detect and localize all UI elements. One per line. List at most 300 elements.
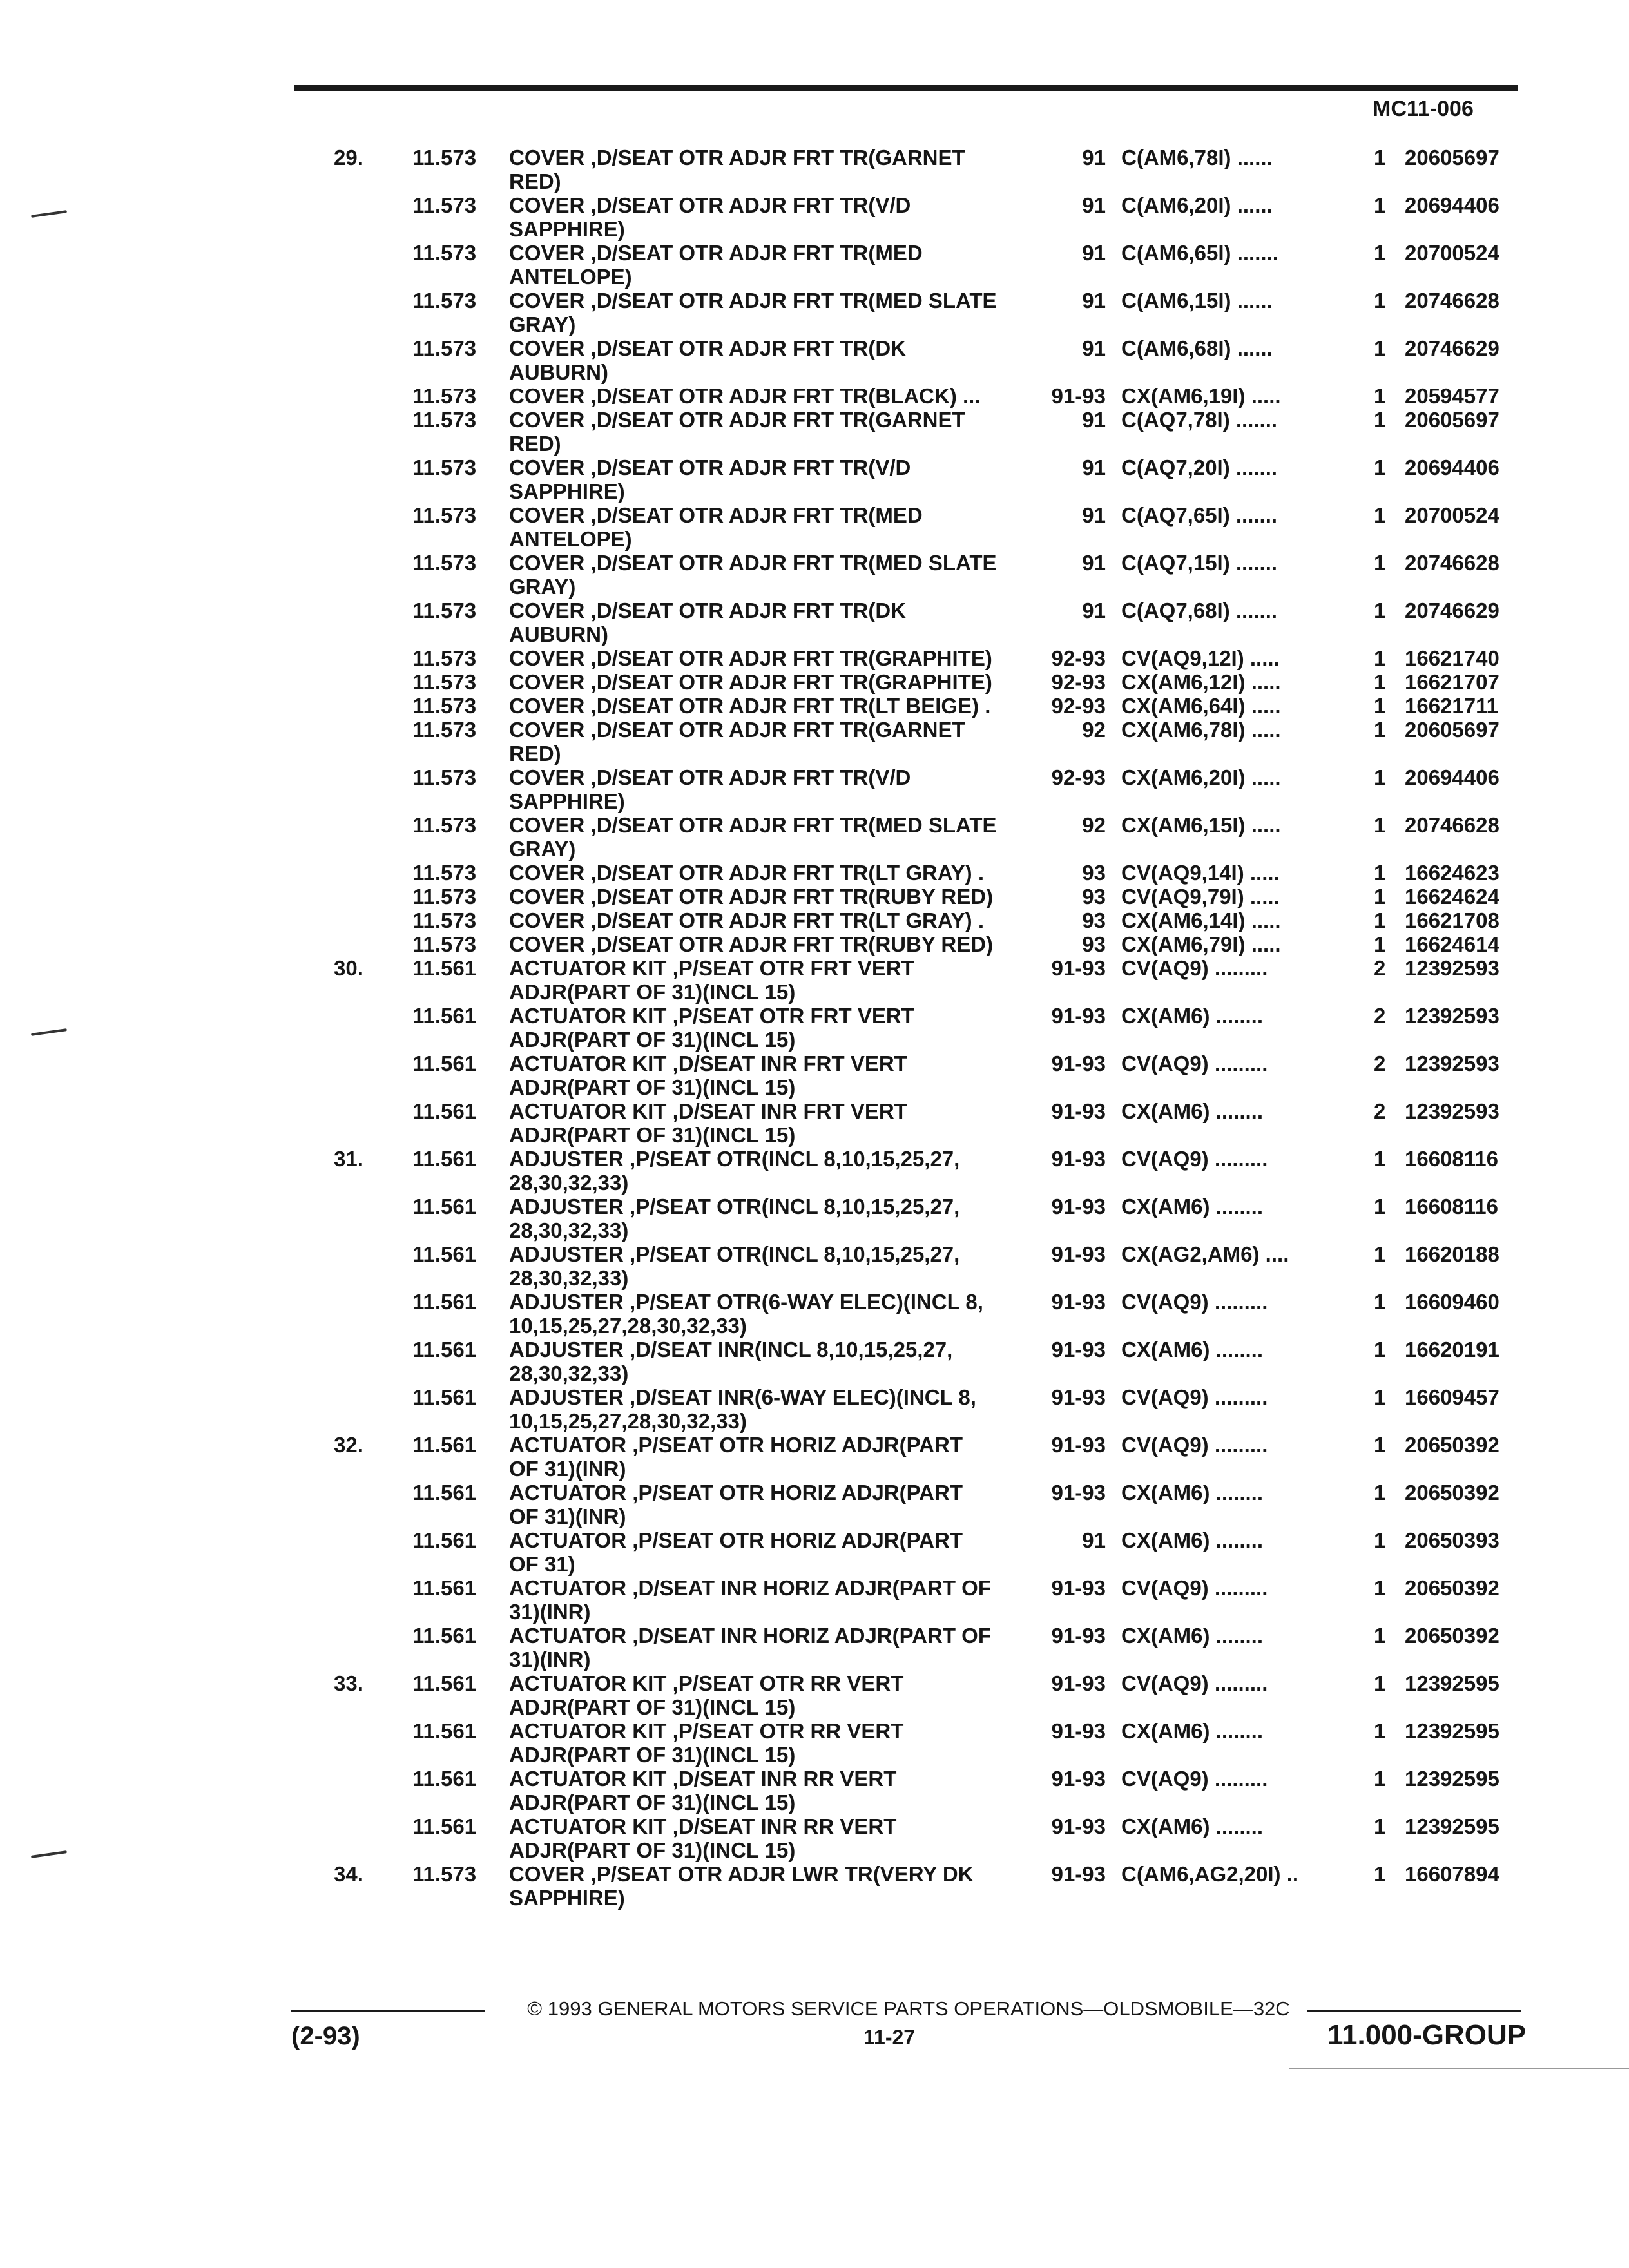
part-description xyxy=(509,1052,1037,1099)
quantity: 1 xyxy=(1374,1147,1386,1171)
part-detail: ,D/SEAT OTR ADJR FRT TR(MED SLATE xyxy=(584,551,997,575)
part-number: 16620191 xyxy=(1405,1338,1499,1361)
quantity: 1 xyxy=(1374,1862,1386,1886)
part-description xyxy=(509,1767,1037,1814)
part-description xyxy=(509,718,1037,765)
model-years: 91-93 xyxy=(1051,1671,1106,1695)
part-name: ACTUATOR xyxy=(509,1624,627,1648)
quantity: 1 xyxy=(1374,146,1386,169)
part-detail-continued: ADJR(PART OF 31)(INCL 15) xyxy=(509,1743,796,1767)
part-row xyxy=(0,289,1629,336)
part-number: 16620188 xyxy=(1405,1242,1499,1266)
option-code: CX(AM6,64I) ..... xyxy=(1121,694,1281,718)
part-number: 16609460 xyxy=(1405,1290,1499,1314)
model-years: 91-93 xyxy=(1051,1242,1106,1266)
option-code: CX(AM6) ........ xyxy=(1121,1624,1264,1648)
part-row xyxy=(0,813,1629,861)
group-number: 11.573 xyxy=(412,908,477,932)
part-detail-continued: SAPPHIRE) xyxy=(509,1886,625,1910)
option-code: CX(AM6,15I) ..... xyxy=(1121,813,1281,837)
part-detail: ,D/SEAT OTR ADJR FRT TR(GRAPHITE) xyxy=(584,670,992,694)
part-detail: ,D/SEAT OTR ADJR FRT TR(V/D xyxy=(584,193,911,217)
group-number: 11.573 xyxy=(412,384,477,408)
model-years: 92-93 xyxy=(1051,670,1106,694)
quantity: 2 xyxy=(1374,1004,1386,1028)
part-description xyxy=(509,694,1037,718)
option-code: C(AQ7,15I) ....... xyxy=(1121,551,1278,575)
part-row xyxy=(0,503,1629,551)
part-description xyxy=(509,956,1037,1004)
model-years: 91 xyxy=(1082,241,1106,265)
part-detail-continued: AUBURN) xyxy=(509,622,608,646)
option-code: C(AQ7,78I) ....... xyxy=(1121,408,1278,432)
part-detail: ,D/SEAT OTR ADJR FRT TR(MED xyxy=(584,241,923,265)
part-detail-continued: OF 31)(INR) xyxy=(509,1457,626,1481)
part-detail-continued: GRAY) xyxy=(509,575,576,599)
option-code: CV(AQ9,12I) ..... xyxy=(1121,646,1280,670)
part-name: COVER xyxy=(509,694,585,718)
part-number: 20694406 xyxy=(1405,193,1499,217)
part-row xyxy=(0,1099,1629,1147)
part-description xyxy=(509,1814,1037,1862)
part-detail: ,D/SEAT OTR ADJR FRT TR(GARNET xyxy=(584,146,965,169)
part-number: 12392593 xyxy=(1405,1004,1499,1028)
model-years: 91-93 xyxy=(1051,384,1106,408)
part-name: ADJUSTER xyxy=(509,1195,624,1218)
part-name: COVER xyxy=(509,908,585,932)
part-detail: ,D/SEAT OTR ADJR FRT TR(GARNET xyxy=(584,408,965,432)
quantity: 1 xyxy=(1374,670,1386,694)
part-number: 20694406 xyxy=(1405,456,1499,479)
model-years: 91-93 xyxy=(1051,1481,1106,1504)
part-row xyxy=(0,1862,1629,1910)
group-number: 11.561 xyxy=(412,1433,477,1457)
part-description xyxy=(509,1576,1037,1624)
option-code: CX(AM6,14I) ..... xyxy=(1121,908,1281,932)
part-number: 20650392 xyxy=(1405,1481,1499,1504)
part-row xyxy=(0,551,1629,599)
part-name: COVER xyxy=(509,146,585,169)
part-detail: ,D/SEAT INR HORIZ ADJR(PART OF xyxy=(626,1624,991,1648)
option-code: C(AM6,68I) ...... xyxy=(1121,336,1273,360)
group-number: 11.573 xyxy=(412,146,477,169)
part-name: ACTUATOR KIT xyxy=(509,1814,667,1838)
part-detail-continued: ANTELOPE) xyxy=(509,527,632,551)
part-row xyxy=(0,956,1629,1004)
part-row xyxy=(0,408,1629,456)
part-row xyxy=(0,861,1629,885)
model-years: 91 xyxy=(1082,456,1106,479)
option-code: C(AQ7,65I) ....... xyxy=(1121,503,1278,527)
quantity: 1 xyxy=(1374,1290,1386,1314)
part-detail-continued: RED) xyxy=(509,432,561,456)
part-detail-continued: SAPPHIRE) xyxy=(509,479,625,503)
part-description xyxy=(509,1862,1037,1910)
model-years: 91-93 xyxy=(1051,1576,1106,1600)
part-name: COVER xyxy=(509,885,585,908)
part-row xyxy=(0,1052,1629,1099)
part-row xyxy=(0,1242,1629,1290)
model-years: 91-93 xyxy=(1051,1862,1106,1886)
part-detail: ,D/SEAT INR RR VERT xyxy=(666,1767,897,1791)
option-code: CX(AM6) ........ xyxy=(1121,1195,1264,1218)
part-detail: ,D/SEAT OTR ADJR FRT TR(LT GRAY) . xyxy=(584,908,985,932)
model-years: 91-93 xyxy=(1051,956,1106,980)
part-row xyxy=(0,336,1629,384)
part-number: 12392593 xyxy=(1405,1099,1499,1123)
part-number: 16607894 xyxy=(1405,1862,1499,1886)
option-code: CX(AM6,20I) ..... xyxy=(1121,765,1281,789)
part-name: ACTUATOR xyxy=(509,1433,627,1457)
part-detail-continued: GRAY) xyxy=(509,312,576,336)
copyright: © 1993 GENERAL MOTORS SERVICE PARTS OPERATIONS—OLDSMOBILE—32C xyxy=(527,1997,1290,2020)
part-number: 16621707 xyxy=(1405,670,1499,694)
quantity: 1 xyxy=(1374,813,1386,837)
group-number: 11.561 xyxy=(412,1385,477,1409)
model-years: 91-93 xyxy=(1051,1385,1106,1409)
option-code: C(AQ7,68I) ....... xyxy=(1121,599,1278,622)
quantity: 1 xyxy=(1374,718,1386,742)
quantity: 1 xyxy=(1374,1767,1386,1791)
part-row xyxy=(0,1767,1629,1814)
group-number: 11.561 xyxy=(412,956,477,980)
part-row xyxy=(0,1290,1629,1338)
option-code: CV(AQ9) ......... xyxy=(1121,1576,1268,1600)
part-description xyxy=(509,813,1037,861)
quantity: 1 xyxy=(1374,599,1386,622)
part-detail: ,D/SEAT OTR ADJR FRT TR(LT GRAY) . xyxy=(584,861,985,885)
part-detail: ,D/SEAT OTR ADJR FRT TR(V/D xyxy=(584,765,911,789)
part-description xyxy=(509,1338,1037,1385)
part-row xyxy=(0,1385,1629,1433)
part-name: ADJUSTER xyxy=(509,1242,624,1266)
group-number: 11.573 xyxy=(412,336,477,360)
part-detail: ,P/SEAT OTR FRT VERT xyxy=(666,956,914,980)
part-name: ACTUATOR KIT xyxy=(509,956,667,980)
part-detail: ,D/SEAT INR(6-WAY ELEC)(INCL 8, xyxy=(623,1385,976,1409)
part-description xyxy=(509,1671,1037,1719)
model-years: 92 xyxy=(1082,813,1106,837)
part-detail: ,P/SEAT OTR HORIZ ADJR(PART xyxy=(626,1528,963,1552)
quantity: 1 xyxy=(1374,241,1386,265)
part-description xyxy=(509,456,1037,503)
part-number: 16624623 xyxy=(1405,861,1499,885)
part-name: ACTUATOR KIT xyxy=(509,1767,667,1791)
part-number: 20746629 xyxy=(1405,336,1499,360)
part-description xyxy=(509,503,1037,551)
part-detail-continued: SAPPHIRE) xyxy=(509,789,625,813)
part-detail: ,P/SEAT OTR(6-WAY ELEC)(INCL 8, xyxy=(623,1290,983,1314)
model-years: 91 xyxy=(1082,503,1106,527)
model-years: 91 xyxy=(1082,289,1106,312)
part-description xyxy=(509,551,1037,599)
part-number: 20650393 xyxy=(1405,1528,1499,1552)
part-row xyxy=(0,1671,1629,1719)
model-years: 91-93 xyxy=(1051,1004,1106,1028)
part-name: ACTUATOR KIT xyxy=(509,1671,667,1695)
group-number: 11.573 xyxy=(412,599,477,622)
model-years: 91 xyxy=(1082,193,1106,217)
part-name: ACTUATOR xyxy=(509,1576,627,1600)
part-detail-continued: ADJR(PART OF 31)(INCL 15) xyxy=(509,980,796,1004)
quantity: 1 xyxy=(1374,885,1386,908)
group-number: 11.573 xyxy=(412,241,477,265)
part-row xyxy=(0,1147,1629,1195)
part-description xyxy=(509,408,1037,456)
part-detail-continued: 10,15,25,27,28,30,32,33) xyxy=(509,1314,747,1338)
part-name: COVER xyxy=(509,241,585,265)
part-detail: ,D/SEAT OTR ADJR FRT TR(GRAPHITE) xyxy=(584,646,992,670)
part-row xyxy=(0,1004,1629,1052)
option-code: CV(AQ9) ......... xyxy=(1121,956,1268,980)
group-number: 11.573 xyxy=(412,646,477,670)
group-number: 11.573 xyxy=(412,551,477,575)
group-number: 11.561 xyxy=(412,1767,477,1791)
part-detail-continued: OF 31)(INR) xyxy=(509,1504,626,1528)
group-number: 11.573 xyxy=(412,861,477,885)
part-row xyxy=(0,908,1629,932)
part-description xyxy=(509,193,1037,241)
part-description xyxy=(509,670,1037,694)
group-number: 11.561 xyxy=(412,1576,477,1600)
part-detail-continued: 28,30,32,33) xyxy=(509,1218,629,1242)
option-code: C(AQ7,20I) ....... xyxy=(1121,456,1278,479)
group-number: 11.573 xyxy=(412,193,477,217)
part-row xyxy=(0,885,1629,908)
option-code: CX(AM6) ........ xyxy=(1121,1481,1264,1504)
model-years: 91-93 xyxy=(1051,1338,1106,1361)
group-number: 11.573 xyxy=(412,813,477,837)
part-description xyxy=(509,1624,1037,1671)
part-name: ACTUATOR xyxy=(509,1481,627,1504)
part-row xyxy=(0,193,1629,241)
part-detail: ,P/SEAT OTR(INCL 8,10,15,25,27, xyxy=(623,1195,960,1218)
part-name: COVER xyxy=(509,456,585,479)
quantity: 1 xyxy=(1374,1671,1386,1695)
part-detail: ,P/SEAT OTR HORIZ ADJR(PART xyxy=(626,1481,963,1504)
option-code: C(AM6,AG2,20I) .. xyxy=(1121,1862,1299,1886)
part-row xyxy=(0,670,1629,694)
part-detail: ,P/SEAT OTR HORIZ ADJR(PART xyxy=(626,1433,963,1457)
quantity: 1 xyxy=(1374,384,1386,408)
model-years: 92 xyxy=(1082,718,1106,742)
part-description xyxy=(509,1433,1037,1481)
part-number: 12392593 xyxy=(1405,1052,1499,1075)
date-code: (2-93) xyxy=(291,2022,360,2050)
model-years: 91-93 xyxy=(1051,1719,1106,1743)
option-code: C(AM6,15I) ...... xyxy=(1121,289,1273,312)
part-detail: ,D/SEAT INR RR VERT xyxy=(666,1814,897,1838)
quantity: 1 xyxy=(1374,1195,1386,1218)
part-detail: ,D/SEAT OTR ADJR FRT TR(V/D xyxy=(584,456,911,479)
quantity: 2 xyxy=(1374,1052,1386,1075)
group-number: 11.573 xyxy=(412,289,477,312)
part-number: 20746628 xyxy=(1405,551,1499,575)
part-name: ACTUATOR KIT xyxy=(509,1004,667,1028)
part-detail: ,P/SEAT OTR FRT VERT xyxy=(666,1004,914,1028)
option-code: C(AM6,65I) ....... xyxy=(1121,241,1278,265)
option-code: CV(AQ9,79I) ..... xyxy=(1121,885,1280,908)
ref-number: 31. xyxy=(334,1147,363,1171)
quantity: 1 xyxy=(1374,1814,1386,1838)
part-name: ACTUATOR KIT xyxy=(509,1099,667,1123)
part-row xyxy=(0,146,1629,193)
quantity: 2 xyxy=(1374,956,1386,980)
group-number: 11.561 xyxy=(412,1099,477,1123)
part-number: 20605697 xyxy=(1405,718,1499,742)
option-code: CX(AG2,AM6) .... xyxy=(1121,1242,1289,1266)
part-detail-continued: ADJR(PART OF 31)(INCL 15) xyxy=(509,1838,796,1862)
quantity: 1 xyxy=(1374,1719,1386,1743)
part-description xyxy=(509,1719,1037,1767)
model-years: 91-93 xyxy=(1051,1290,1106,1314)
quantity: 1 xyxy=(1374,1624,1386,1648)
quantity: 2 xyxy=(1374,1099,1386,1123)
quantity: 1 xyxy=(1374,694,1386,718)
part-detail-continued: 31)(INR) xyxy=(509,1600,591,1624)
option-code: CX(AM6,12I) ..... xyxy=(1121,670,1281,694)
part-name: COVER xyxy=(509,336,585,360)
part-description xyxy=(509,1481,1037,1528)
part-number: 20746628 xyxy=(1405,289,1499,312)
part-description xyxy=(509,1004,1037,1052)
part-detail: ,P/SEAT OTR ADJR LWR TR(VERY DK xyxy=(584,1862,974,1886)
part-number: 16624614 xyxy=(1405,932,1499,956)
option-code: CV(AQ9) ......... xyxy=(1121,1671,1268,1695)
part-detail: ,D/SEAT INR FRT VERT xyxy=(666,1099,907,1123)
part-row xyxy=(0,718,1629,765)
group-number: 11.573 xyxy=(412,718,477,742)
part-description xyxy=(509,384,1037,408)
part-description xyxy=(509,599,1037,646)
part-row xyxy=(0,1719,1629,1767)
part-row xyxy=(0,1481,1629,1528)
part-name: ADJUSTER xyxy=(509,1290,624,1314)
group-number: 11.561 xyxy=(412,1528,477,1552)
option-code: CX(AM6) ........ xyxy=(1121,1004,1264,1028)
part-number: 20605697 xyxy=(1405,408,1499,432)
group-number: 11.561 xyxy=(412,1481,477,1504)
option-code: CV(AQ9) ......... xyxy=(1121,1052,1268,1075)
model-years: 91-93 xyxy=(1051,1767,1106,1791)
model-years: 91 xyxy=(1082,408,1106,432)
part-description xyxy=(509,765,1037,813)
page-number: 11-27 xyxy=(863,2026,916,2049)
bottom-line xyxy=(1289,2068,1629,2069)
part-description xyxy=(509,1528,1037,1576)
footer-rule-left xyxy=(291,2010,485,2012)
part-detail-continued: GRAY) xyxy=(509,837,576,861)
part-detail: ,D/SEAT OTR ADJR FRT TR(RUBY RED) xyxy=(584,885,994,908)
group-number: 11.561 xyxy=(412,1338,477,1361)
part-number: 20605697 xyxy=(1405,146,1499,169)
part-row xyxy=(0,694,1629,718)
part-number: 12392595 xyxy=(1405,1767,1499,1791)
quantity: 1 xyxy=(1374,646,1386,670)
model-years: 91-93 xyxy=(1051,1195,1106,1218)
group-number: 11.561 xyxy=(412,1719,477,1743)
part-row xyxy=(0,1814,1629,1862)
part-description xyxy=(509,1147,1037,1195)
part-detail-continued: ADJR(PART OF 31)(INCL 15) xyxy=(509,1791,796,1814)
quantity: 1 xyxy=(1374,456,1386,479)
option-code: CV(AQ9) ......... xyxy=(1121,1147,1268,1171)
model-years: 91 xyxy=(1082,551,1106,575)
part-number: 20700524 xyxy=(1405,241,1499,265)
part-detail-continued: RED) xyxy=(509,742,561,765)
part-detail: ,D/SEAT OTR ADJR FRT TR(MED xyxy=(584,503,923,527)
part-detail-continued: 31)(INR) xyxy=(509,1648,591,1671)
part-number: 12392595 xyxy=(1405,1719,1499,1743)
part-description xyxy=(509,861,1037,885)
group-number: 11.573 xyxy=(412,456,477,479)
part-description xyxy=(509,1195,1037,1242)
part-number: 20746629 xyxy=(1405,599,1499,622)
parts-list xyxy=(0,146,1629,1910)
part-name: COVER xyxy=(509,861,585,885)
part-description xyxy=(509,932,1037,956)
quantity: 1 xyxy=(1374,932,1386,956)
model-years: 91 xyxy=(1082,336,1106,360)
part-description xyxy=(509,336,1037,384)
part-name: COVER xyxy=(509,813,585,837)
group-number: 11.573 xyxy=(412,670,477,694)
model-years: 91-93 xyxy=(1051,1147,1106,1171)
quantity: 1 xyxy=(1374,908,1386,932)
part-name: ADJUSTER xyxy=(509,1385,624,1409)
ref-number: 33. xyxy=(334,1671,363,1695)
part-detail: ,P/SEAT OTR(INCL 8,10,15,25,27, xyxy=(623,1242,960,1266)
part-detail-continued: SAPPHIRE) xyxy=(509,217,625,241)
part-detail: ,P/SEAT OTR(INCL 8,10,15,25,27, xyxy=(623,1147,960,1171)
model-years: 92-93 xyxy=(1051,765,1106,789)
part-number: 12392595 xyxy=(1405,1671,1499,1695)
part-name: COVER xyxy=(509,765,585,789)
group-number: 11.573 xyxy=(412,1862,477,1886)
part-row xyxy=(0,1528,1629,1576)
group-number: 11.573 xyxy=(412,885,477,908)
model-years: 93 xyxy=(1082,908,1106,932)
option-code: CX(AM6) ........ xyxy=(1121,1099,1264,1123)
part-description xyxy=(509,1290,1037,1338)
part-number: 20650392 xyxy=(1405,1624,1499,1648)
footer-rule-right xyxy=(1307,2010,1521,2012)
model-years: 91 xyxy=(1082,599,1106,622)
part-number: 16621711 xyxy=(1405,694,1499,718)
part-number: 16608116 xyxy=(1405,1147,1499,1171)
option-code: CX(AM6,78I) ..... xyxy=(1121,718,1281,742)
part-row xyxy=(0,241,1629,289)
option-code: CX(AM6,79I) ..... xyxy=(1121,932,1281,956)
part-description xyxy=(509,646,1037,670)
ref-number: 34. xyxy=(334,1862,363,1886)
quantity: 1 xyxy=(1374,551,1386,575)
part-row xyxy=(0,1338,1629,1385)
option-code: CV(AQ9) ......... xyxy=(1121,1433,1268,1457)
quantity: 1 xyxy=(1374,1481,1386,1504)
part-number: 16608116 xyxy=(1405,1195,1499,1218)
part-number: 20650392 xyxy=(1405,1433,1499,1457)
model-years: 91-93 xyxy=(1051,1814,1106,1838)
quantity: 1 xyxy=(1374,336,1386,360)
part-detail: ,D/SEAT OTR ADJR FRT TR(BLACK) ... xyxy=(584,384,981,408)
part-number: 12392595 xyxy=(1405,1814,1499,1838)
part-number: 20650392 xyxy=(1405,1576,1499,1600)
part-detail: ,D/SEAT OTR ADJR FRT TR(MED SLATE xyxy=(584,813,997,837)
part-detail: ,D/SEAT OTR ADJR FRT TR(GARNET xyxy=(584,718,965,742)
quantity: 1 xyxy=(1374,765,1386,789)
part-detail-continued: 28,30,32,33) xyxy=(509,1361,629,1385)
